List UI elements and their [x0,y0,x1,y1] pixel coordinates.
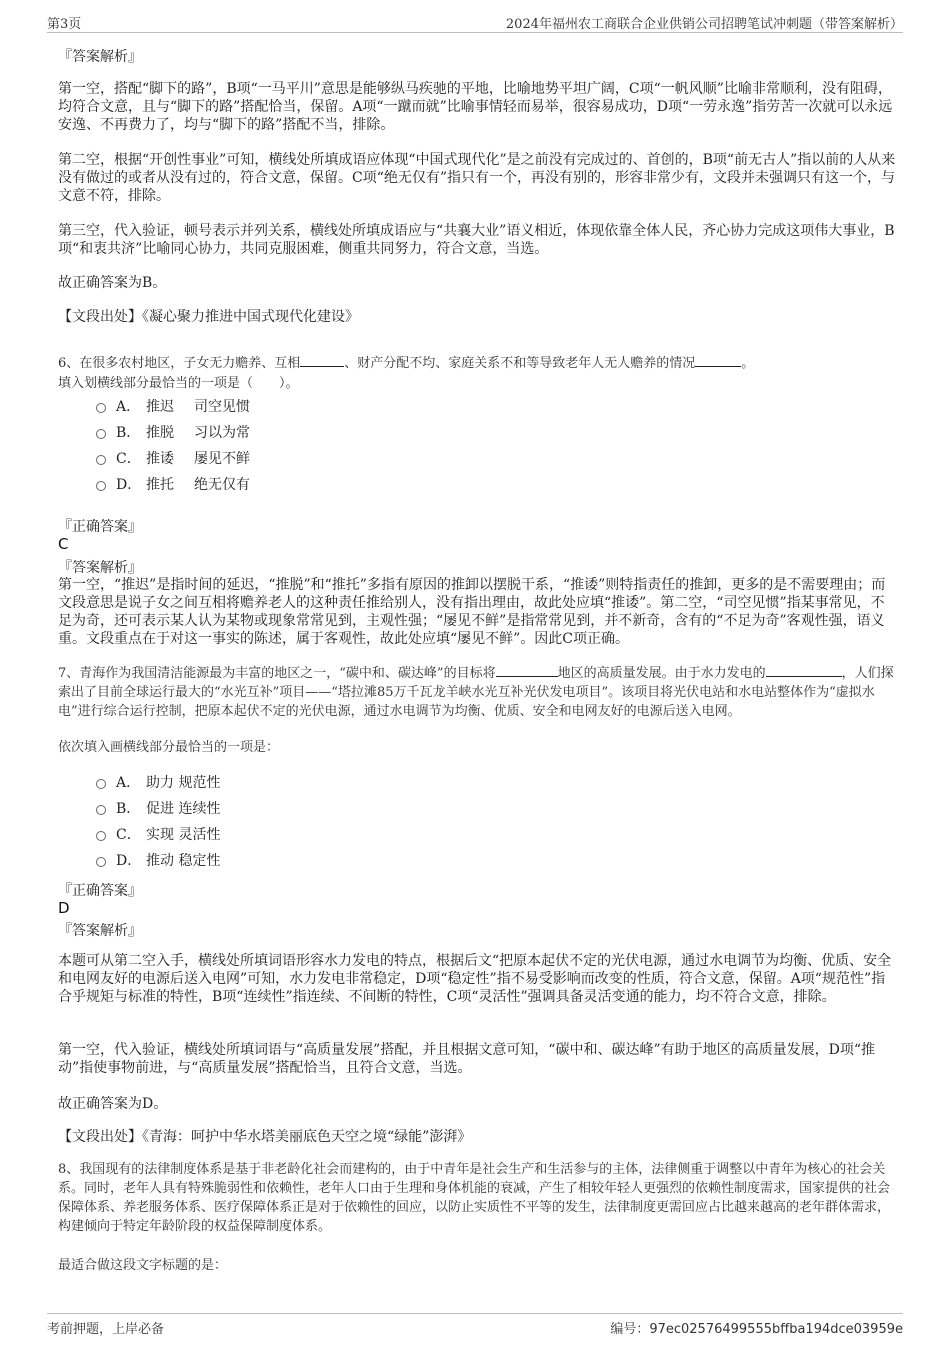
radio-button[interactable] [96,805,106,815]
option-key: C． [116,451,141,467]
source-title: 《青海：呵护中华水塔美丽底色天空之境“绿能”澎湃》 [142,1129,472,1145]
option-key: A． [116,399,141,415]
q5-analysis-p3: 第三空，代入验证，顿号表示并列关系，横线处所填成语应与“共襄大业”语义相近，体现依靠全体人民，齐心协力完成这项伟大事业，B项“和衷共济”比喻同心协力，共同克服困难，侧重共同努力，符合文意，当选。 [58,223,895,257]
footer-slogan: 考前押题，上岸必备 [47,1322,165,1337]
option-word-2: 习以为常 [194,425,250,441]
q7-stem-part: 7、青海作为我国清洁能源最为丰富的地区之一，“碳中和、碳达峰”的目标将 [58,666,496,681]
q5-analysis-label: 『答案解析』 [58,49,142,65]
option-word-1: 推迟 [146,399,174,415]
radio-button[interactable] [96,403,106,413]
option-word-1: 推托 [146,477,174,493]
q7-answer-label: 『正确答案』 [58,883,142,899]
option-key: C． [116,827,141,843]
option-key: D． [116,477,142,493]
radio-button[interactable] [96,429,106,439]
q6-option-d[interactable] [96,476,250,494]
page-number: 第3页 [47,17,82,32]
q5-conclusion: 故正确答案为B。 [58,275,167,291]
q6-option-c[interactable] [96,450,250,468]
q7-option-b[interactable] [96,800,220,818]
radio-button[interactable] [96,831,106,841]
q6-stem-part: 、财产分配不均、家庭关系不和等导致老年人无人赡养的情况 [344,356,696,371]
blank-line [766,664,842,677]
option-key: D． [116,853,142,869]
option-word-2: 司空见惯 [194,399,250,415]
q6-prompt: 填入划横线部分最恰当的一项是（ ）。 [58,376,299,391]
option-text: 推动 稳定性 [146,853,221,869]
q7-option-c[interactable] [96,826,220,844]
q6-option-a[interactable] [96,398,250,416]
option-key: B． [116,425,141,441]
option-text: 实现 灵活性 [146,827,221,843]
q7-analysis-p2: 第一空，代入验证，横线处所填词语与“高质量发展”搭配，并且根据文意可知，“碳中和、碳达峰”有助于地区的高质量发展，D项“推动”指使事物前进，与“高质量发展”搭配恰当，且符合文意，当选。 [58,1042,876,1076]
q6-answer-label: 『正确答案』 [58,519,142,535]
q8-stem: 8、我国现有的法律制度体系是基于非老龄化社会而建构的，由于中青年是社会生产和生活参与的主体，法律侧重于调整以中青年为核心的社会关系。同时，老年人具有特殊脆弱性和依赖性，老年人口由于生理和身体机能的衰减，产生了相较年轻人更强烈的依赖性制度需求，国家提供的社会保障体系、养老服务体系、医疗保障体系正是对于依赖性的回应，以防止实质性不平等的发生，法律制度更需回应占比越来越高的老年群体需求，构建倾向于特定年龄阶段的权益保障制度体系。 [58,1162,891,1234]
q7-analysis-p1: 本题可从第二空入手，横线处所填词语形容水力发电的特点，根据后文“把原本起伏不定的光伏电源，通过水电调节为均衡、优质、安全和电网友好的电源后送入电网”可知，水力发电非常稳定，D项“稳定性”指不易受影响而改变的性质，符合文意，保留。A项“规范性”指合乎规矩与标准的特性，B项“连续性”指连续、不间断的特性，C项“灵活性”强调具备灵活变通的能力，均不符合文意，排除。 [58,953,892,1005]
q6-stem-part: 6、在很多农村地区，子女无力赡养、互相 [58,356,301,371]
q7-option-a[interactable] [96,774,220,792]
q7-prompt: 依次填入画横线部分最恰当的一项是： [58,740,280,755]
q6-analysis-label: 『答案解析』 [58,560,142,576]
page-footer [47,1313,903,1336]
blank-line [695,354,741,367]
option-word-2: 屡见不鲜 [194,451,250,467]
option-text: 助力 规范性 [146,775,221,791]
q6-answer: C [58,535,69,553]
option-word-1: 推脱 [146,425,174,441]
option-text: 促进 连续性 [146,801,221,817]
q6-stem [58,354,898,373]
blank-line [300,354,344,367]
blank-line [496,664,558,677]
option-word-2: 绝无仅有 [194,477,250,493]
q6-option-b[interactable] [96,424,250,442]
option-key: A． [116,775,141,791]
option-word-1: 推诿 [146,451,174,467]
q7-stem-part: ，人们探索出了目前全球运行最大的“水光互补”项目——“塔拉滩85万千瓦龙羊峡水光互补光伏发电项目”。该项目将光伏电站和水电站整体作为“虚拟水电”进行综合运行控制，把原本起伏不定的光伏电源，通过水电调节为均衡、优质、安全和电网友好的电源后送入电网。 [58,666,894,719]
q5-analysis-p1: 第一空，搭配“脚下的路”，B项“一马平川”意思是能够纵马疾驰的平地，比喻地势平坦广阔，C项“一帆风顺”比喻非常顺利，没有阻碍，均符合文意，且与“脚下的路”搭配恰当，保留。A项“一蹴而就”比喻事情轻而易举，很容易成功，D项“一劳永逸”指劳苦一次就可以永远安逸、不再费力了，均与“脚下的路”搭配不当，排除。 [58,81,893,133]
source-title: 《凝心聚力推进中国式现代化建设》 [142,309,359,325]
q7-analysis-label: 『答案解析』 [58,923,142,939]
radio-button[interactable] [96,455,106,465]
source-label: 【文段出处】 [58,1129,142,1145]
source-label: 【文段出处】 [58,309,142,325]
option-key: B． [116,801,141,817]
q7-conclusion: 故正确答案为D。 [58,1096,168,1112]
page-header [47,10,903,33]
radio-button[interactable] [96,857,106,867]
q7-option-d[interactable] [96,852,220,870]
q7-answer: D [58,899,70,917]
document-code [610,1318,903,1337]
q5-source [58,308,898,326]
q6-analysis: 第一空，“推迟”是指时间的延迟，“推脱”和“推托”多指有原因的推卸以摆脱干系，“推诿”则特指责任的推卸，更多的是不需要理由；而文段意思是说子女之间互相将赡养老人的这种责任推给别人，没有指出理由，故此处应填“推诿”。第二空，“司空见惯”指某事常见，不足为奇，还可表示某人认为某物或现象常常见到，主观性强；“屡见不鲜”是指常常见到，并不新奇，含有的“不足为奇”客观性强，语义重。文段重点在于对这一事实的陈述，属于客观性，故此处应填“屡见不鲜”。因此C项正确。 [58,577,886,647]
q7-source [58,1128,898,1146]
code-value: 97ec02576499555bffba194dce03959e [649,1322,903,1337]
q6-stem-part: 。 [741,356,755,371]
radio-button[interactable] [96,779,106,789]
q5-analysis-p2: 第二空，根据“开创性事业”可知，横线处所填成语应体现“中国式现代化”是之前没有完成过的、首创的，B项“前无古人”指以前的人从来没有做过的或者从没有过的，符合文意，保留。C项“绝无仅有”指只有一个，再没有别的，形容非常少有，文段并未强调只有这一个，与文意不符，排除。 [58,152,896,204]
document-title: 2024年福州农工商联合企业供销公司招聘笔试冲刺题（带答案解析） [505,17,903,32]
radio-button[interactable] [96,481,106,491]
q8-prompt: 最适合做这段文字标题的是： [58,1258,228,1273]
q7-stem [58,664,898,721]
q7-stem-part: 地区的高质量发展。由于水力发电的 [557,666,766,681]
code-label: 编号： [610,1322,650,1337]
